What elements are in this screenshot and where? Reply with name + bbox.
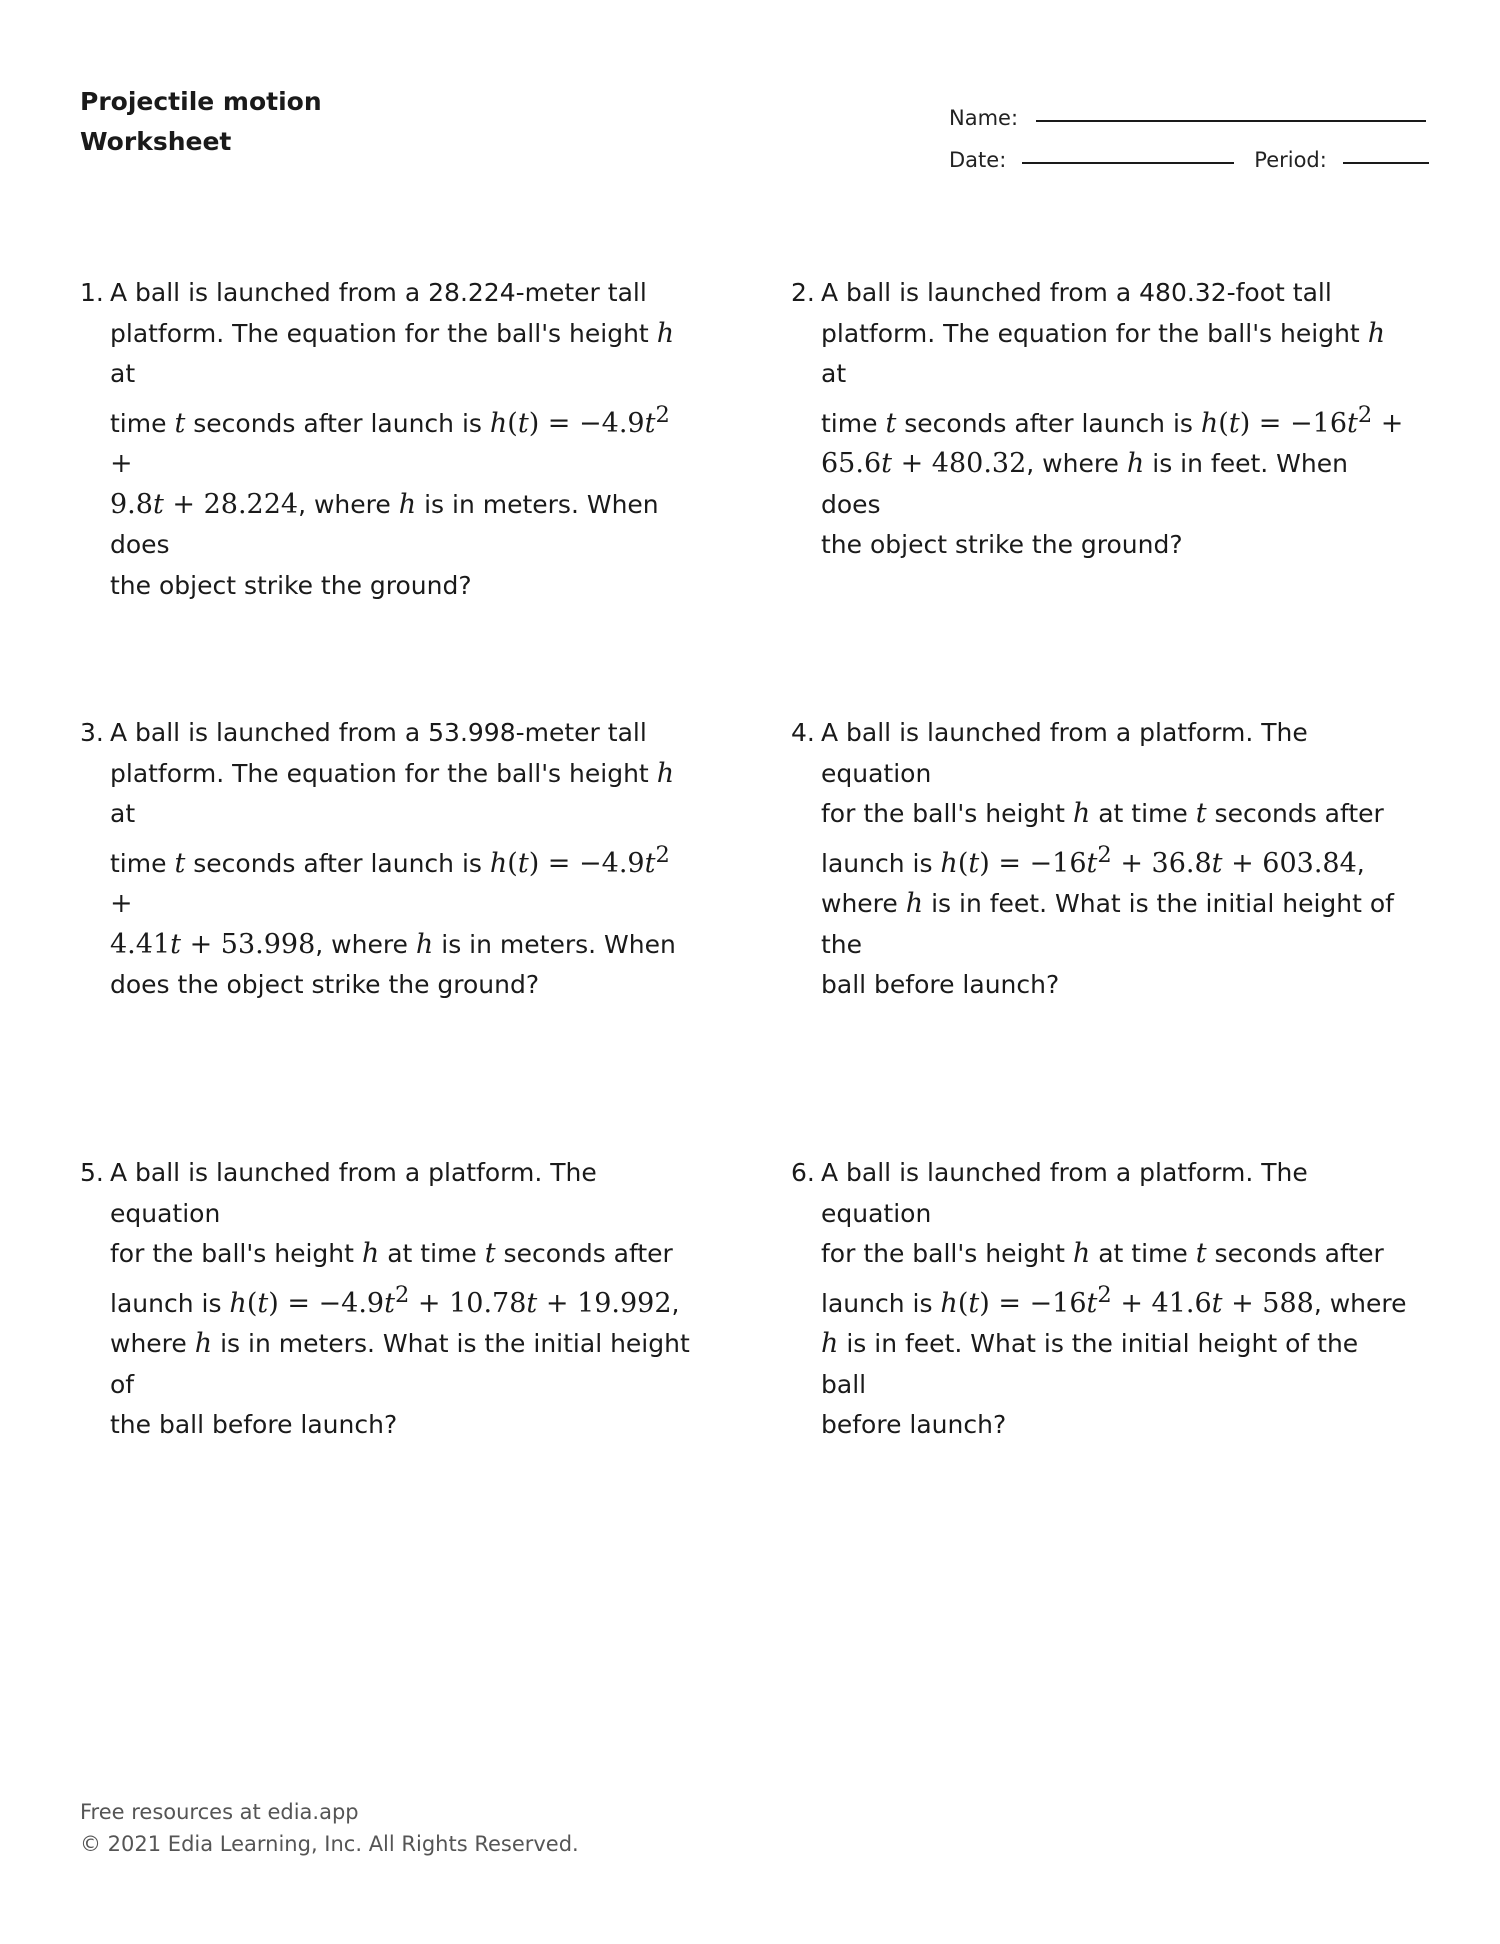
text-line: , bbox=[671, 1288, 680, 1318]
math-var: h bbox=[1072, 798, 1091, 829]
text-line: is in feet. What is the initial height of the ball bbox=[821, 1329, 1359, 1399]
math-var: t bbox=[885, 407, 897, 439]
math-var: h bbox=[398, 488, 417, 520]
equation-part: $h(t) = -16t^2 + 36.8t + 603.84$ bbox=[940, 841, 1357, 879]
problem-text bbox=[821, 713, 1411, 1006]
text-line: where bbox=[821, 889, 898, 918]
math-var: h bbox=[905, 888, 924, 919]
text-line: launch is bbox=[821, 1288, 933, 1318]
text-line: for the ball's height bbox=[821, 799, 1065, 828]
problem-text bbox=[110, 1153, 700, 1446]
student-info-fields bbox=[949, 88, 1429, 172]
math-var: h bbox=[656, 317, 675, 349]
text-line: A ball is launched from a 480.32-foot tall bbox=[821, 278, 1332, 307]
math-var: h bbox=[361, 1238, 380, 1269]
text-line: platform. The equation for the ball's height bbox=[110, 318, 649, 348]
name-blank-line bbox=[1036, 120, 1426, 122]
problem-4 bbox=[791, 713, 1411, 1006]
problem-number: 5. bbox=[80, 1158, 104, 1187]
equation-part: 65.6t + 480.32 bbox=[821, 448, 1027, 479]
text-line: seconds after bbox=[1214, 1239, 1384, 1268]
math-var: h bbox=[415, 928, 434, 960]
text-line: seconds after bbox=[1214, 799, 1384, 828]
problem-6 bbox=[791, 1153, 1411, 1446]
equation-part: $h(t) = -16t^2$ + bbox=[1200, 401, 1404, 439]
equation-part: $h(t) = -4.9t^2$ + bbox=[110, 841, 670, 919]
problem-2 bbox=[791, 273, 1411, 566]
problem-5 bbox=[80, 1153, 700, 1446]
text-line: the object strike the ground? bbox=[110, 570, 472, 600]
title-line-1: Projectile motion bbox=[80, 87, 322, 116]
math-var: h bbox=[1126, 448, 1145, 479]
text-line: does the object strike the ground? bbox=[110, 970, 540, 999]
equation-part: 9.8t + 28.224 bbox=[110, 488, 299, 520]
text-line: time bbox=[821, 408, 878, 438]
text-line: , where bbox=[315, 929, 408, 959]
text-line: A ball is launched from a 53.998-meter tall bbox=[110, 718, 647, 747]
text-line: at bbox=[821, 359, 847, 388]
text-line: A ball is launched from a platform. The equation bbox=[110, 1158, 597, 1228]
text-line: at bbox=[110, 799, 136, 828]
problem-text bbox=[110, 273, 700, 606]
text-line: seconds after launch is bbox=[193, 848, 482, 878]
text-line: platform. The equation for the ball's height bbox=[110, 758, 649, 788]
text-line: at time bbox=[1098, 1239, 1188, 1268]
math-var: h bbox=[194, 1328, 213, 1359]
text-line: launch is bbox=[110, 1288, 222, 1318]
worksheet-title bbox=[80, 82, 322, 162]
name-label: Name: bbox=[949, 106, 1019, 130]
text-line: A ball is launched from a 28.224-meter tall bbox=[110, 278, 647, 307]
equation-part: $h(t) = -16t^2 + 41.6t + 588$ bbox=[940, 1281, 1314, 1319]
equation-part: $h(t) = -4.9t^2$ + bbox=[110, 401, 670, 479]
text-line: for the ball's height bbox=[821, 1239, 1065, 1268]
problem-number: 3. bbox=[80, 718, 104, 747]
problem-text bbox=[821, 1153, 1411, 1446]
period-blank-line bbox=[1343, 162, 1429, 164]
text-line: A ball is launched from a platform. The equation bbox=[821, 718, 1308, 788]
footer bbox=[80, 1796, 579, 1860]
math-var: h bbox=[1072, 1238, 1091, 1269]
text-line: , bbox=[1356, 848, 1365, 878]
period-label: Period: bbox=[1254, 148, 1327, 172]
text-line: A ball is launched from a platform. The equation bbox=[821, 1158, 1308, 1228]
date-label: Date: bbox=[949, 148, 1007, 172]
math-var: t bbox=[174, 847, 186, 879]
math-var: t bbox=[484, 1238, 496, 1269]
text-line: the ball before launch? bbox=[110, 1410, 398, 1439]
text-line: where bbox=[110, 1329, 187, 1358]
date-blank-line bbox=[1022, 162, 1234, 164]
text-line: the object strike the ground? bbox=[821, 530, 1183, 559]
equation-part: $h(t) = -4.9t^2 + 10.78t + 19.992$ bbox=[229, 1281, 672, 1319]
math-var: t bbox=[174, 407, 186, 439]
math-var: h bbox=[821, 1328, 839, 1359]
problem-text bbox=[110, 713, 700, 1006]
text-line: time bbox=[110, 408, 167, 438]
text-line: , where bbox=[1313, 1288, 1407, 1318]
problem-number: 2. bbox=[791, 278, 815, 307]
text-line: at time bbox=[387, 1239, 477, 1268]
text-line: at bbox=[110, 359, 136, 388]
problem-1 bbox=[80, 273, 700, 606]
text-line: seconds after launch is bbox=[904, 408, 1193, 438]
text-line: is in meters. When does bbox=[110, 489, 659, 559]
equation-part: 4.41t + 53.998 bbox=[110, 928, 316, 960]
math-var: t bbox=[1195, 798, 1207, 829]
problem-text bbox=[821, 273, 1411, 566]
problem-3 bbox=[80, 713, 700, 1006]
text-line: before launch? bbox=[821, 1410, 1007, 1439]
math-var: t bbox=[1195, 1238, 1207, 1269]
problem-number: 1. bbox=[80, 278, 104, 307]
footer-copyright: © 2021 Edia Learning, Inc. All Rights Reserved. bbox=[80, 1832, 579, 1856]
name-row bbox=[949, 88, 1429, 130]
date-period-row bbox=[949, 130, 1429, 172]
problem-number: 4. bbox=[791, 718, 815, 747]
math-var: h bbox=[1367, 317, 1386, 349]
text-line: , where bbox=[298, 489, 391, 519]
math-var: h bbox=[656, 757, 675, 789]
text-line: at time bbox=[1098, 799, 1188, 828]
text-line: is in feet. When does bbox=[821, 449, 1348, 519]
title-line-2: Worksheet bbox=[80, 127, 232, 156]
text-line: is in feet. What is the initial height of the bbox=[821, 889, 1394, 959]
footer-resources: Free resources at edia.app bbox=[80, 1800, 359, 1824]
text-line: time bbox=[110, 848, 167, 878]
problem-number: 6. bbox=[791, 1158, 815, 1187]
text-line: for the ball's height bbox=[110, 1239, 354, 1268]
text-line: is in meters. What is the initial height of bbox=[110, 1329, 690, 1399]
text-line: ball before launch? bbox=[821, 970, 1060, 999]
text-line: , where bbox=[1026, 449, 1119, 478]
text-line: launch is bbox=[821, 848, 933, 878]
text-line: seconds after bbox=[503, 1239, 673, 1268]
text-line: is in meters. When bbox=[441, 929, 676, 959]
text-line: seconds after launch is bbox=[193, 408, 482, 438]
text-line: platform. The equation for the ball's height bbox=[821, 318, 1360, 348]
